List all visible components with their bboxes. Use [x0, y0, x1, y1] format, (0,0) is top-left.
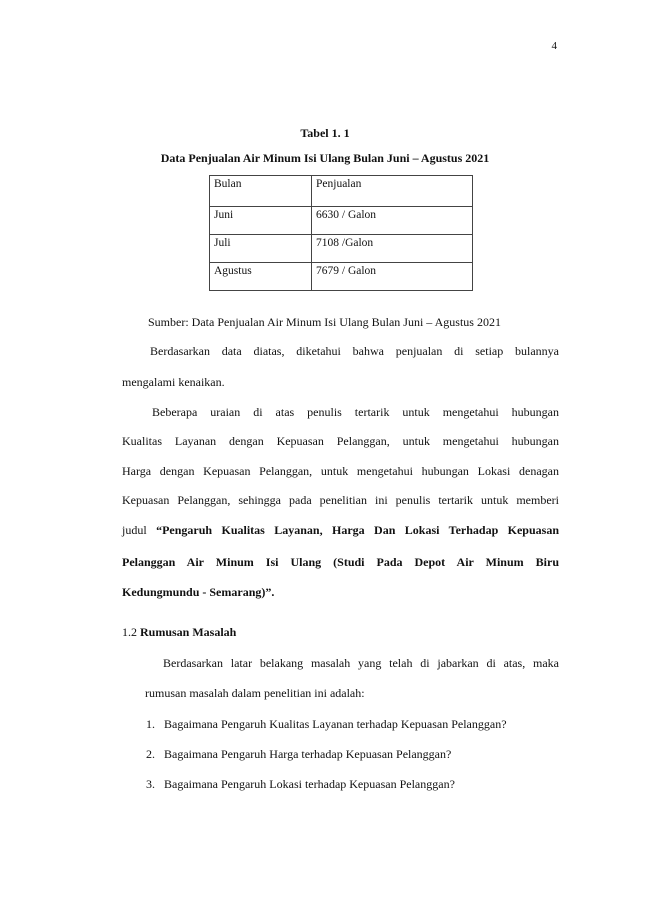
research-title-line: [122, 523, 559, 538]
list-text: Bagaimana Pengaruh Kualitas Layanan terhadap Kepuasan Pelanggan?: [164, 717, 507, 731]
table-cell: Juli: [210, 235, 312, 263]
table-row: [210, 235, 473, 263]
table-row: [210, 263, 473, 291]
paragraph-line: Kepuasan Pelanggan, sehingga pada penelitian ini penulis tertarik untuk memberi: [122, 493, 559, 507]
paragraph-line: Berdasarkan data diatas, diketahui bahwa penjualan di setiap bulannya: [150, 344, 559, 358]
table-header-row: [210, 176, 473, 207]
table-cell: 7108 /Galon: [312, 235, 473, 263]
table-source: Sumber: Data Penjualan Air Minum Isi Ulang Bulan Juni – Agustus 2021: [148, 315, 501, 329]
research-title-line: Kedungmundu - Semarang)”.: [122, 585, 275, 599]
section-title: Rumusan Masalah: [140, 625, 237, 639]
table-row: [210, 207, 473, 235]
sales-table: [209, 175, 473, 291]
table-label: Tabel 1. 1: [300, 126, 350, 140]
table-cell: 6630 / Galon: [312, 207, 473, 235]
list-item: [146, 777, 455, 792]
paragraph-line: Beberapa uraian di atas penulis tertarik untuk mengetahui hubungan: [152, 405, 559, 419]
section-heading: [122, 625, 236, 640]
table-header-cell: Penjualan: [312, 176, 473, 207]
list-text: Bagaimana Pengaruh Harga terhadap Kepuasan Pelanggan?: [164, 747, 452, 761]
list-number: 1.: [146, 717, 155, 731]
research-title-text: “Pengaruh Kualitas Layanan, Harga Dan Lokasi Terhadap Kepuasan: [156, 523, 559, 537]
list-number: 2.: [146, 747, 155, 761]
paragraph-line: mengalami kenaikan.: [122, 375, 225, 389]
title-lead: judul: [122, 523, 157, 537]
paragraph-line: Kualitas Layanan dengan Kepuasan Pelanggan, untuk mengetahui hubungan: [122, 434, 559, 448]
page-number: 4: [551, 40, 557, 52]
list-number: 3.: [146, 777, 155, 791]
section-number: 1.2: [122, 625, 137, 639]
list-item: [146, 717, 507, 732]
table-header-cell: Bulan: [210, 176, 312, 207]
paragraph-line: Harga dengan Kepuasan Pelanggan, untuk mengetahui hubungan Lokasi denagan: [122, 464, 559, 478]
paragraph-line: Berdasarkan latar belakang masalah yang telah di jabarkan di atas, maka: [163, 656, 559, 670]
table-cell: 7679 / Galon: [312, 263, 473, 291]
list-item: [146, 747, 451, 762]
list-text: Bagaimana Pengaruh Lokasi terhadap Kepuasan Pelanggan?: [164, 777, 455, 791]
paragraph-line: rumusan masalah dalam penelitian ini adalah:: [145, 686, 365, 700]
table-cell: Agustus: [210, 263, 312, 291]
table-title: Data Penjualan Air Minum Isi Ulang Bulan Juni – Agustus 2021: [160, 151, 490, 165]
research-title-line: Pelanggan Air Minum Isi Ulang (Studi Pada Depot Air Minum Biru: [122, 555, 559, 569]
table-cell: Juni: [210, 207, 312, 235]
